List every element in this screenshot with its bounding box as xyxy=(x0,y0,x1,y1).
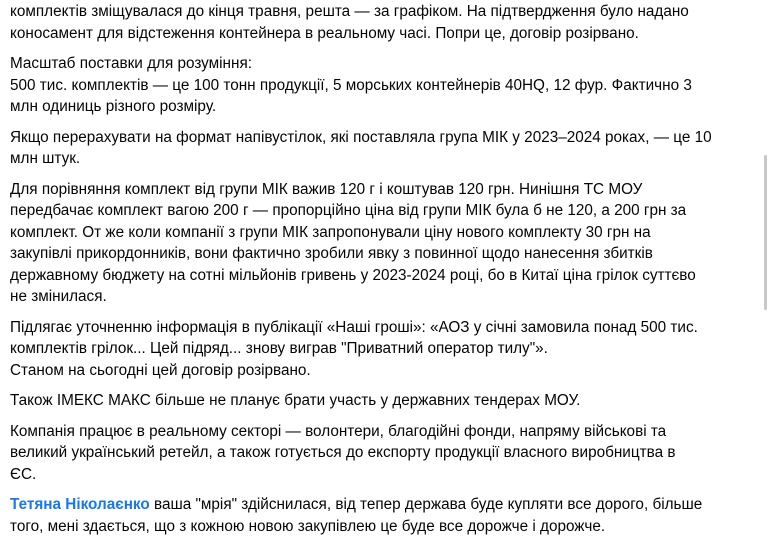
comment-line xyxy=(10,494,760,516)
paragraph-comparison xyxy=(10,179,760,308)
text-line: великий український ретейл, а також готується до експорту продукції власного виробництва в xyxy=(10,444,676,461)
scrollbar-thumb[interactable] xyxy=(764,155,767,310)
text-line: комплект. От же коли компанії з групи МІК запропонували ціну нового комплекту 30 грн на xyxy=(10,223,651,241)
text-line: Для порівняння комплект від групи МІК важив 120 г і коштував 120 грн. Нинішня ТС МОУ xyxy=(10,180,643,198)
comment-text: ваша "мрія" здійснилася, від тепер держава буде купляти все дорого, більше xyxy=(149,496,703,513)
paragraph-delivery-status xyxy=(10,1,760,44)
text-line: млн одиниць різного розміру. xyxy=(10,98,217,115)
text-line: комплектів грілок... Цей підряд... знову виграв "Приватний оператор тилу"». xyxy=(10,340,548,357)
comment xyxy=(10,494,760,537)
paragraph-recalculation xyxy=(10,127,760,170)
text-line: Компанія працює в реальному секторі — волонтери, благодійні фонди, напряму військові та xyxy=(10,422,667,440)
text-line: 500 тис. комплектів — це 100 тонн продукції, 5 морських контейнерів 40HQ, 12 фур. Фактично 3 xyxy=(10,76,692,94)
text-line: передбачає комплект вагою 200 г — пропорційно ціна від групи МІК була б не 120, а 200 грн за xyxy=(10,202,687,219)
text-line: Підлягає уточненню інформація в публікації «Наші гроші»: «АОЗ у січні замовила понад 500 тис. xyxy=(10,318,698,336)
paragraph-delivery-scale xyxy=(10,53,760,118)
comment-line: того, мені здається, що з кожною новою закупівлею це буде все дорожче і дорожче. xyxy=(10,517,606,535)
post-body xyxy=(10,1,760,546)
text-line: державному бюджету на сотні мільйонів гривень у 2023-2024 році, бо в Китаї ціна грілок суттєво xyxy=(10,266,696,284)
text-line: ЄС. xyxy=(10,465,37,483)
text-line: не змінилася. xyxy=(10,288,107,305)
text-line: комплектів зміщувалася до кінця травня, решта — за графіком. На підтвердження було надано xyxy=(10,3,689,20)
paragraph-company xyxy=(10,421,760,486)
text-line: млн штук. xyxy=(10,150,81,167)
paragraph-tenders xyxy=(10,390,760,412)
comment-author-link[interactable]: Тетяна Ніколаєнко xyxy=(10,496,150,513)
text-line: Масштаб поставки для розуміння: xyxy=(10,55,252,72)
text-line: Станом на сьогодні цей договір розірвано. xyxy=(10,361,311,379)
text-line: Якщо перерахувати на формат напівустілок, які поставляла група МІК у 2023–2024 роках, — це 10 xyxy=(10,128,712,146)
paragraph-clarification xyxy=(10,317,760,382)
text-line: Також ІМЕКС МАКС більше не планує брати участь у державних тендерах МОУ. xyxy=(10,392,581,409)
text-line: закупівлі прикордонників, вони фактично зробили явку з повинної щодо нанесення збитків xyxy=(10,245,653,262)
text-line: коносамент для відстеження контейнера в реальному часі. Попри це, договір розірвано. xyxy=(10,24,639,42)
